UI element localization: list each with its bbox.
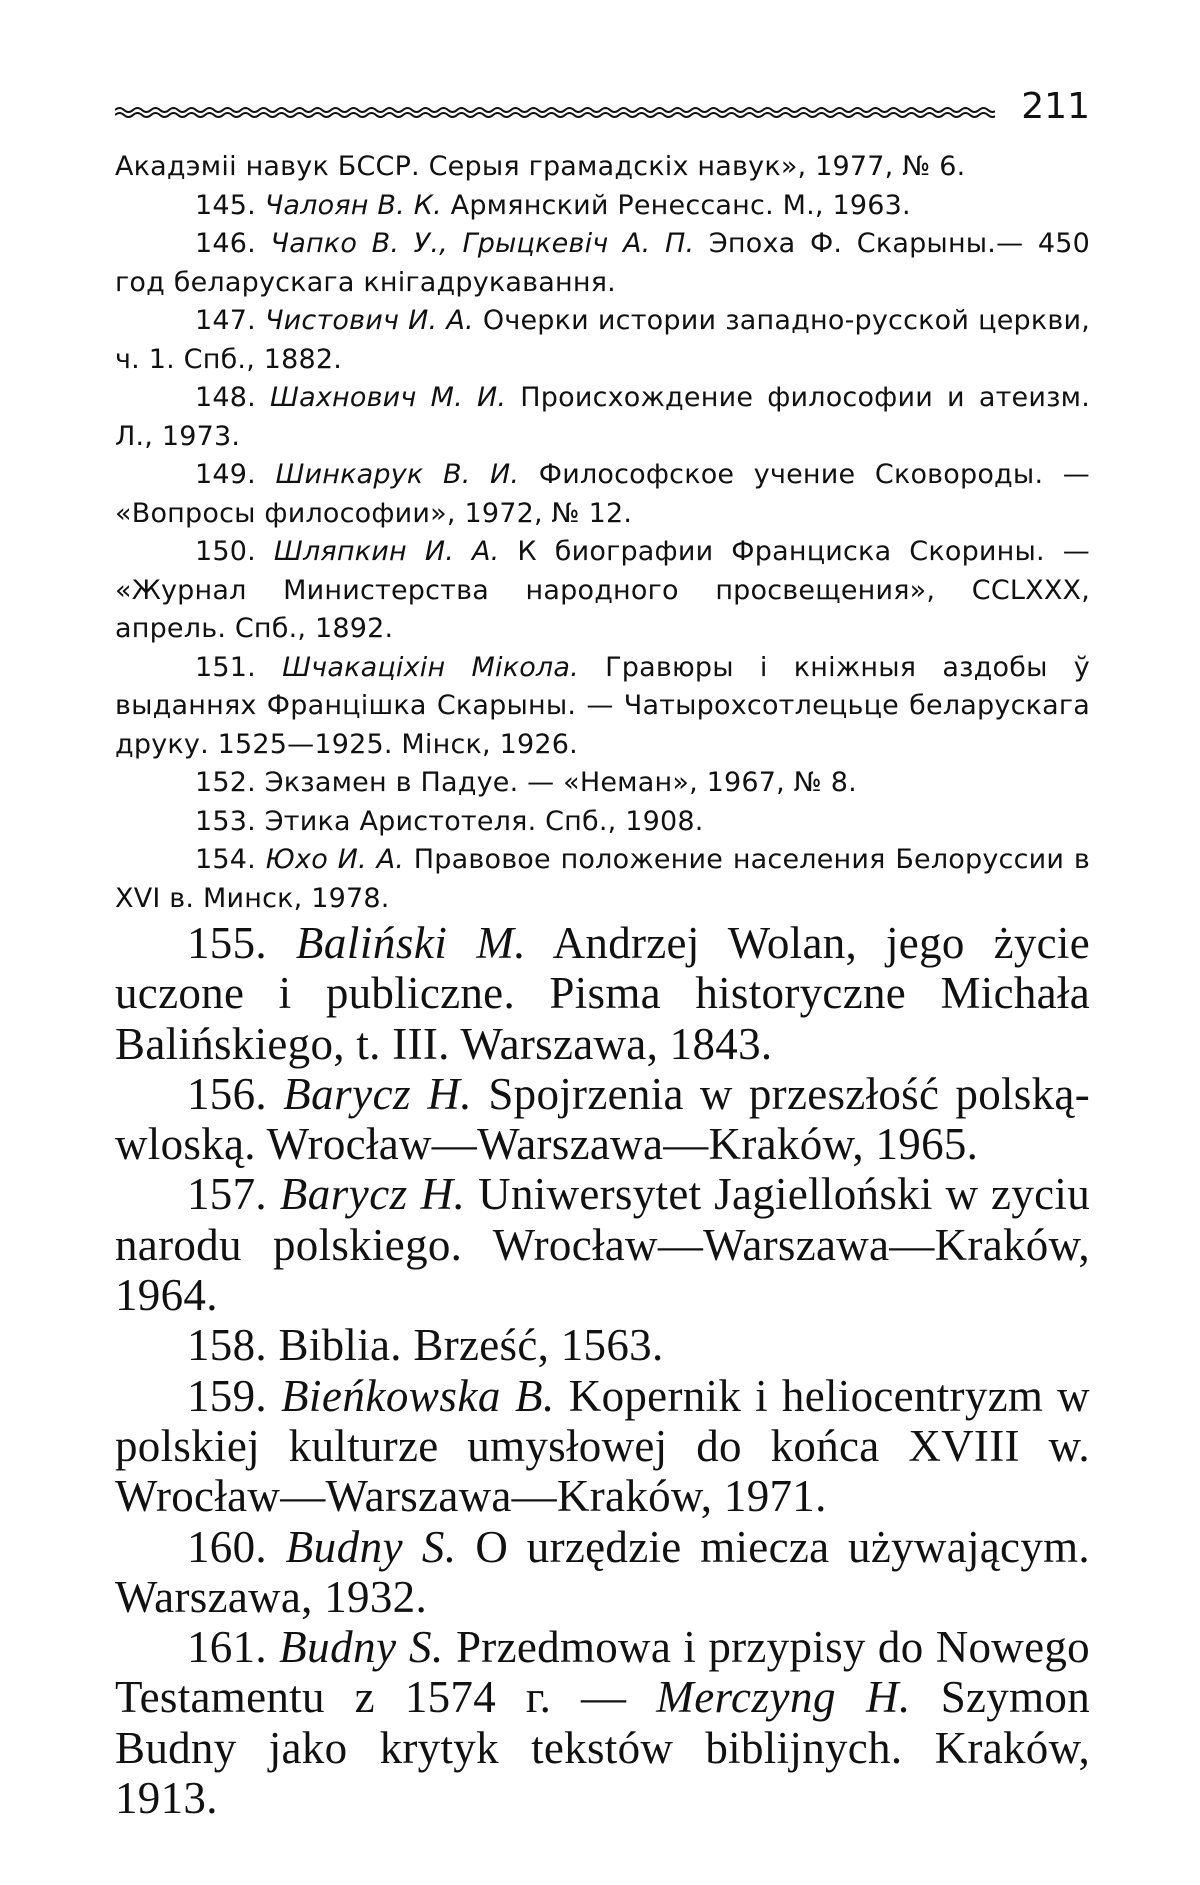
bibliography-entry bbox=[115, 841, 1090, 918]
bibliography-entry bbox=[115, 649, 1090, 765]
header-ornament bbox=[115, 104, 995, 120]
entry-author: Merczyng H. bbox=[656, 1672, 911, 1723]
bibliography-entry bbox=[115, 1371, 1090, 1522]
bibliography-entry bbox=[115, 764, 1090, 803]
entry-author: Чапко В. У., Грыцкевіч А. П. bbox=[270, 228, 695, 259]
bibliography-entry bbox=[115, 379, 1090, 456]
entry-text: O urzędzie miecza używającym. Warszawa, 1932. bbox=[115, 1521, 1090, 1622]
entry-text: Армянский Ренессанс. М., 1963. bbox=[450, 189, 911, 221]
entry-text: Эпоха Ф. Скарыны.— 450 год беларускага кнігадрукавання. bbox=[115, 228, 1090, 298]
entry-number: 153. bbox=[195, 805, 256, 837]
bibliography-entry bbox=[115, 1069, 1090, 1170]
bibliography-entry bbox=[115, 148, 1090, 187]
entry-author: Шинкарук В. И. bbox=[275, 459, 520, 490]
bibliography-entry bbox=[115, 533, 1090, 649]
entry-author: Barycz H. bbox=[279, 1169, 466, 1220]
entry-number: 159. bbox=[187, 1370, 267, 1421]
entry-number: 154. bbox=[195, 844, 256, 875]
entry-author: Barycz H. bbox=[283, 1068, 473, 1119]
entry-author: Юхо И. А. bbox=[265, 844, 405, 875]
page-number: 211 bbox=[1021, 86, 1090, 127]
entry-number: 155. bbox=[187, 918, 267, 968]
entry-text: Гравюры і кніжныя аздобы ў выданнях Францішка Скарыны. — Чатырохсотлецьце беларускага друку. 1525—1925. Мінск, 1926. bbox=[115, 651, 1090, 760]
entry-text: Przedmowa i przypisy do Nowego Testamentu z 1574 г. — bbox=[115, 1622, 1090, 1723]
entry-text: Этика Аристотеля. Спб., 1908. bbox=[264, 805, 704, 837]
entry-text: Andrzej Wolan, jego życie uczone i publiczne. Pisma historyczne Michała Balińskiego, t. III. Warszawa, 1843. bbox=[115, 918, 1090, 1069]
bibliography-entry bbox=[115, 1169, 1090, 1320]
entry-author: Шчакаціхін Мікола. bbox=[282, 651, 579, 683]
entry-number: 151. bbox=[195, 651, 256, 683]
page-header bbox=[115, 86, 1090, 130]
entry-text: Очерки истории западно-русской церкви, ч. 1. Спб., 1882. bbox=[115, 305, 1090, 375]
bibliography-entry bbox=[115, 1320, 1090, 1370]
bibliography-list bbox=[115, 148, 1090, 1823]
entry-number: 161. bbox=[187, 1622, 267, 1673]
entry-author: Baliński M. bbox=[295, 918, 527, 968]
bibliography-entry bbox=[115, 918, 1090, 1069]
entry-text: Spojrzenia w przeszłość polską-wloską. Wrocław—Warszawa—Kraków, 1965. bbox=[115, 1068, 1090, 1170]
entry-author: Чистович И. А. bbox=[264, 305, 474, 336]
entry-text: Kopernik i heliocentryzm w polskiej kulturze umysłowej do końca XVIII w. Wrocław—Warszawa—Kraków, 1971. bbox=[115, 1370, 1090, 1522]
entry-number: 157. bbox=[187, 1169, 267, 1220]
entry-author: Шляпкин И. А. bbox=[273, 536, 500, 567]
entry-number: 149. bbox=[195, 459, 256, 490]
entry-number: 150. bbox=[195, 536, 256, 567]
entry-author: Budny S. bbox=[285, 1521, 457, 1572]
entry-author: Bieńkowska B. bbox=[280, 1370, 555, 1421]
bibliography-entry bbox=[115, 187, 1090, 226]
entry-text: Акадэміі навук БССР. Серыя грамадскіх навук», 1977, № 6. bbox=[115, 151, 966, 182]
entry-number: 160. bbox=[187, 1521, 267, 1572]
bibliography-entry bbox=[115, 225, 1090, 302]
entry-text: Szymon Budny jako krytyk tekstów biblijnych. Kraków, 1913. bbox=[115, 1672, 1090, 1824]
entry-author: Budny S. bbox=[279, 1622, 444, 1673]
bibliography-entry bbox=[115, 803, 1090, 842]
entry-text: Biblia. Brześć, 1563. bbox=[278, 1320, 664, 1371]
entry-number: 148. bbox=[195, 382, 256, 413]
entry-text: Происхождение философии и атеизм. Л., 1973. bbox=[115, 382, 1090, 452]
entry-number: 152. bbox=[195, 767, 256, 798]
bibliography-entry bbox=[115, 302, 1090, 379]
entry-number: 147. bbox=[195, 305, 256, 336]
bibliography-entry bbox=[115, 1622, 1090, 1823]
entry-number: 145. bbox=[195, 189, 256, 221]
entry-number: 146. bbox=[195, 228, 256, 259]
entry-number: 158. bbox=[187, 1320, 267, 1371]
entry-author: Чалоян В. К. bbox=[264, 189, 442, 221]
entry-text: К биографии Франциска Скорины. — «Журнал Министерства народного просвещения», CCLXXX, апрель. Спб., 1892. bbox=[115, 536, 1090, 644]
entry-text: Экзамен в Падуе. — «Неман», 1967, № 8. bbox=[264, 767, 857, 798]
entry-text: Uniwersytet Jagielloński w zyciu narodu polskiego. Wrocław—Warszawa—Kraków, 1964. bbox=[115, 1169, 1090, 1321]
entry-text: Правовое положение населения Белоруссии в XVI в. Минск, 1978. bbox=[115, 844, 1090, 914]
entry-author: Шахнович М. И. bbox=[270, 382, 507, 413]
entry-number: 156. bbox=[187, 1068, 267, 1119]
entry-text: Философское учение Сковороды. — «Вопросы философии», 1972, № 12. bbox=[115, 459, 1090, 529]
bibliography-entry bbox=[115, 1522, 1090, 1623]
bibliography-entry bbox=[115, 456, 1090, 533]
